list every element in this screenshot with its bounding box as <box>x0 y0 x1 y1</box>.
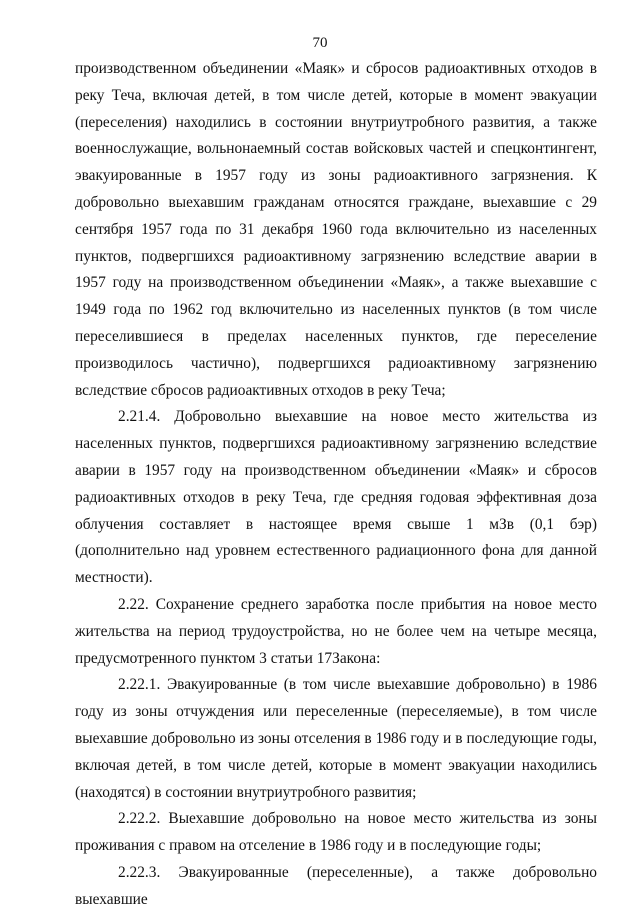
paragraph-2-22: 2.22. Сохранение среднего заработка после прибытия на новое место жительства на период трудоустройства, но не более чем на четыре месяца, предусмотренного пунктом 3 статьи 17Закона: <box>75 595 597 667</box>
page-number: 70 <box>312 35 328 51</box>
paragraph-continuation: производственном объединении «Маяк» и сбросов радиоактивных отходов в реку Теча, включая детей, в том числе детей, которые в момент эвакуации (переселения) находились в состоянии внутриутробного развития, а также военнослужащие, вольнонаемный состав войсковых частей и спецконтингент, эвакуированные в 1957 году из зоны радиоактивного загрязнения. К добровольно выехавшим гражданам относятся граждане, выехавшие с 29 сентября 1957 года по 31 декабря 1960 года включительно из населенных пунктов, подвергшихся радиоактивному загрязнению вследствие аварии в 1957 году на производственном объединении «Маяк», а также выехавшие с 1949 года по 1962 год включительно из населенных пунктов (в том числе переселившиеся в пределах населенных пунктов, где переселение производилось частично), подвергшихся радиоактивному загрязнению вследствие сбросов радиоактивных отходов в реку Теча; <box>75 60 597 399</box>
paragraph-2-22-1: 2.22.1. Эвакуированные (в том числе выехавшие добровольно) в 1986 году из зоны отчуждения или переселенные (переселяемые), в том числе выехавшие добровольно из зоны отселения в 1986 году и в последующие годы, включая детей, в том числе детей, которые в момент эвакуации находились (находятся) в состоянии внутриутробного развития; <box>75 676 597 801</box>
document-body <box>75 56 597 914</box>
paragraph-2-21-4: 2.21.4. Добровольно выехавшие на новое место жительства из населенных пунктов, подвергшихся радиоактивному загрязнению вследствие аварии в 1957 году на производственном объединении «Маяк» и сбросов радиоактивных отходов в реку Теча, где средняя годовая эффективная доза облучения составляет в настоящее время свыше 1 мЗв (0,1 бэр) (дополнительно над уровнем естественного радиационного фона для данной местности). <box>75 408 597 587</box>
paragraph-2-22-3: 2.22.3. Эвакуированные (переселенные), а также добровольно выехавшие <box>75 863 597 908</box>
paragraph-2-22-2: 2.22.2. Выехавшие добровольно на новое место жительства из зоны проживания с правом на отселение в 1986 году и в последующие годы; <box>75 810 597 855</box>
